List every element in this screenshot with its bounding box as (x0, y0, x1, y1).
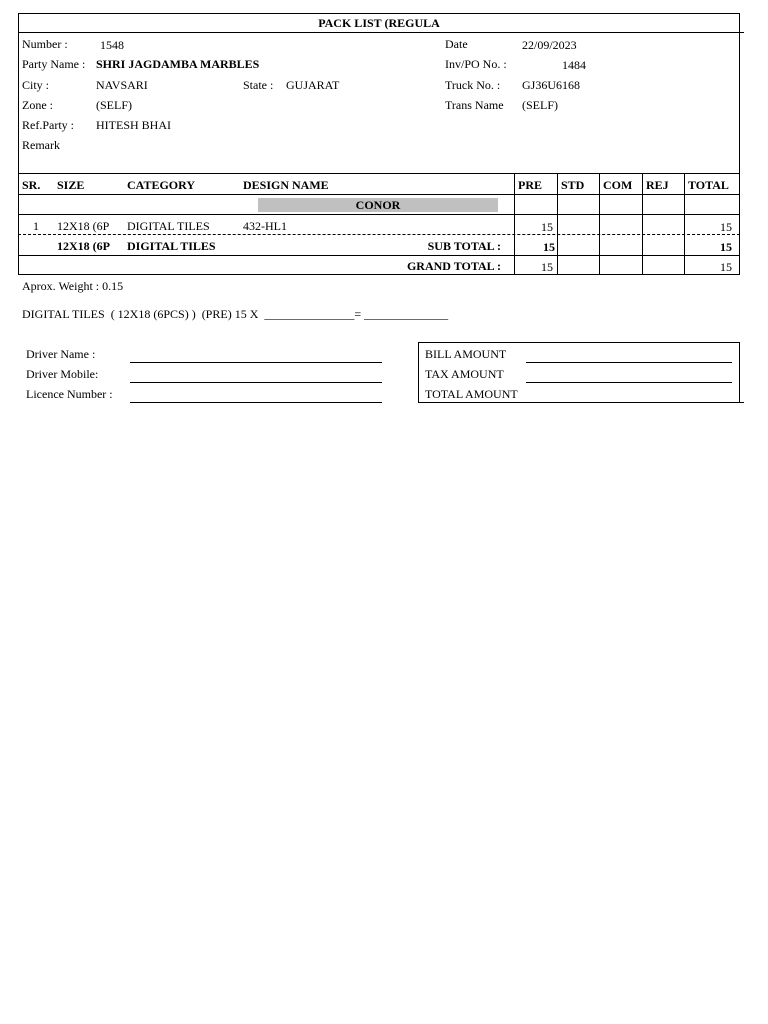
date-label: Date (445, 37, 468, 51)
item-row-dashed-line (18, 234, 740, 235)
col-header-total: TOTAL (688, 178, 729, 192)
trans-value: (SELF) (522, 98, 558, 112)
col-divider-std (557, 173, 558, 275)
tax-amount-label: TAX AMOUNT (425, 367, 504, 381)
ref-value: HITESH BHAI (96, 118, 171, 132)
trans-label: Trans Name (445, 98, 504, 112)
truck-label: Truck No. : (445, 78, 501, 92)
grandtotal-pre: 15 (541, 260, 553, 274)
grandtotal-label: GRAND TOTAL : (406, 259, 501, 273)
city-value: NAVSARI (96, 78, 148, 92)
inv-value: 1484 (562, 58, 586, 72)
driver-name-label: Driver Name : (26, 347, 96, 361)
item-design: 432-HL1 (243, 219, 287, 233)
party-value: SHRI JAGDAMBA MARBLES (96, 57, 260, 71)
group-row-bottom-line (18, 214, 740, 215)
ref-label: Ref.Party : (22, 118, 74, 132)
zone-label: Zone : (22, 98, 53, 112)
subtotal-category: DIGITAL TILES (127, 239, 216, 253)
subtotal-total: 15 (720, 240, 732, 254)
number-value: 1548 (100, 38, 124, 52)
title-extension-line (740, 32, 744, 33)
date-value: 22/09/2023 (522, 38, 577, 52)
truck-value: GJ36U6168 (522, 78, 581, 92)
state-label: State : (243, 78, 274, 92)
item-pre: 15 (541, 220, 553, 234)
col-header-size: SIZE (57, 178, 85, 192)
approx-weight: Aprox. Weight : 0.15 (22, 279, 124, 293)
col-header-pre: PRE (518, 178, 542, 192)
bill-amount-label: BILL AMOUNT (425, 347, 507, 361)
driver-mobile-line (130, 382, 382, 383)
remark-label: Remark (22, 138, 60, 152)
col-header-design: DESIGN NAME (243, 178, 329, 192)
city-label: City : (22, 78, 50, 92)
total-amount-label: TOTAL AMOUNT (425, 387, 518, 401)
formula-line: DIGITAL TILES ( 12X18 (6PCS) ) (PRE) 15 X _______________= ______________ (22, 307, 449, 321)
party-label: Party Name : (22, 57, 86, 71)
subtotal-pre: 15 (543, 240, 555, 254)
col-header-sr: SR. (22, 178, 41, 192)
tax-amount-line (526, 382, 732, 383)
state-value: GUJARAT (286, 78, 340, 92)
col-divider-com (599, 173, 600, 275)
group-label: CONOR (355, 198, 401, 212)
subtotal-label: SUB TOTAL : (427, 239, 501, 253)
licence-number-line (130, 402, 382, 403)
number-label: Number : (22, 37, 68, 51)
driver-mobile-label: Driver Mobile: (26, 367, 99, 381)
col-header-std: STD (561, 178, 585, 192)
grandtotal-total: 15 (720, 260, 732, 274)
item-category: DIGITAL TILES (127, 219, 210, 233)
item-total: 15 (720, 220, 732, 234)
col-header-category: CATEGORY (127, 178, 196, 192)
subtotal-size: 12X18 (6P (57, 239, 110, 253)
subtotal-row-bottom-line (18, 255, 740, 256)
amount-box-extension-line (740, 402, 744, 403)
col-header-com: COM (603, 178, 633, 192)
col-header-rej: REJ (646, 178, 669, 192)
item-size: 12X18 (6P (57, 219, 110, 233)
page-title: PACK LIST (REGULA (318, 16, 440, 30)
bill-amount-line (526, 362, 732, 363)
licence-number-label: Licence Number : (26, 387, 113, 401)
zone-value: (SELF) (96, 98, 132, 112)
table-header-bottom-line (18, 194, 740, 195)
inv-label: Inv/PO No. : (445, 57, 507, 71)
driver-name-line (130, 362, 382, 363)
item-sr: 1 (33, 219, 39, 233)
col-divider-rej (642, 173, 643, 275)
